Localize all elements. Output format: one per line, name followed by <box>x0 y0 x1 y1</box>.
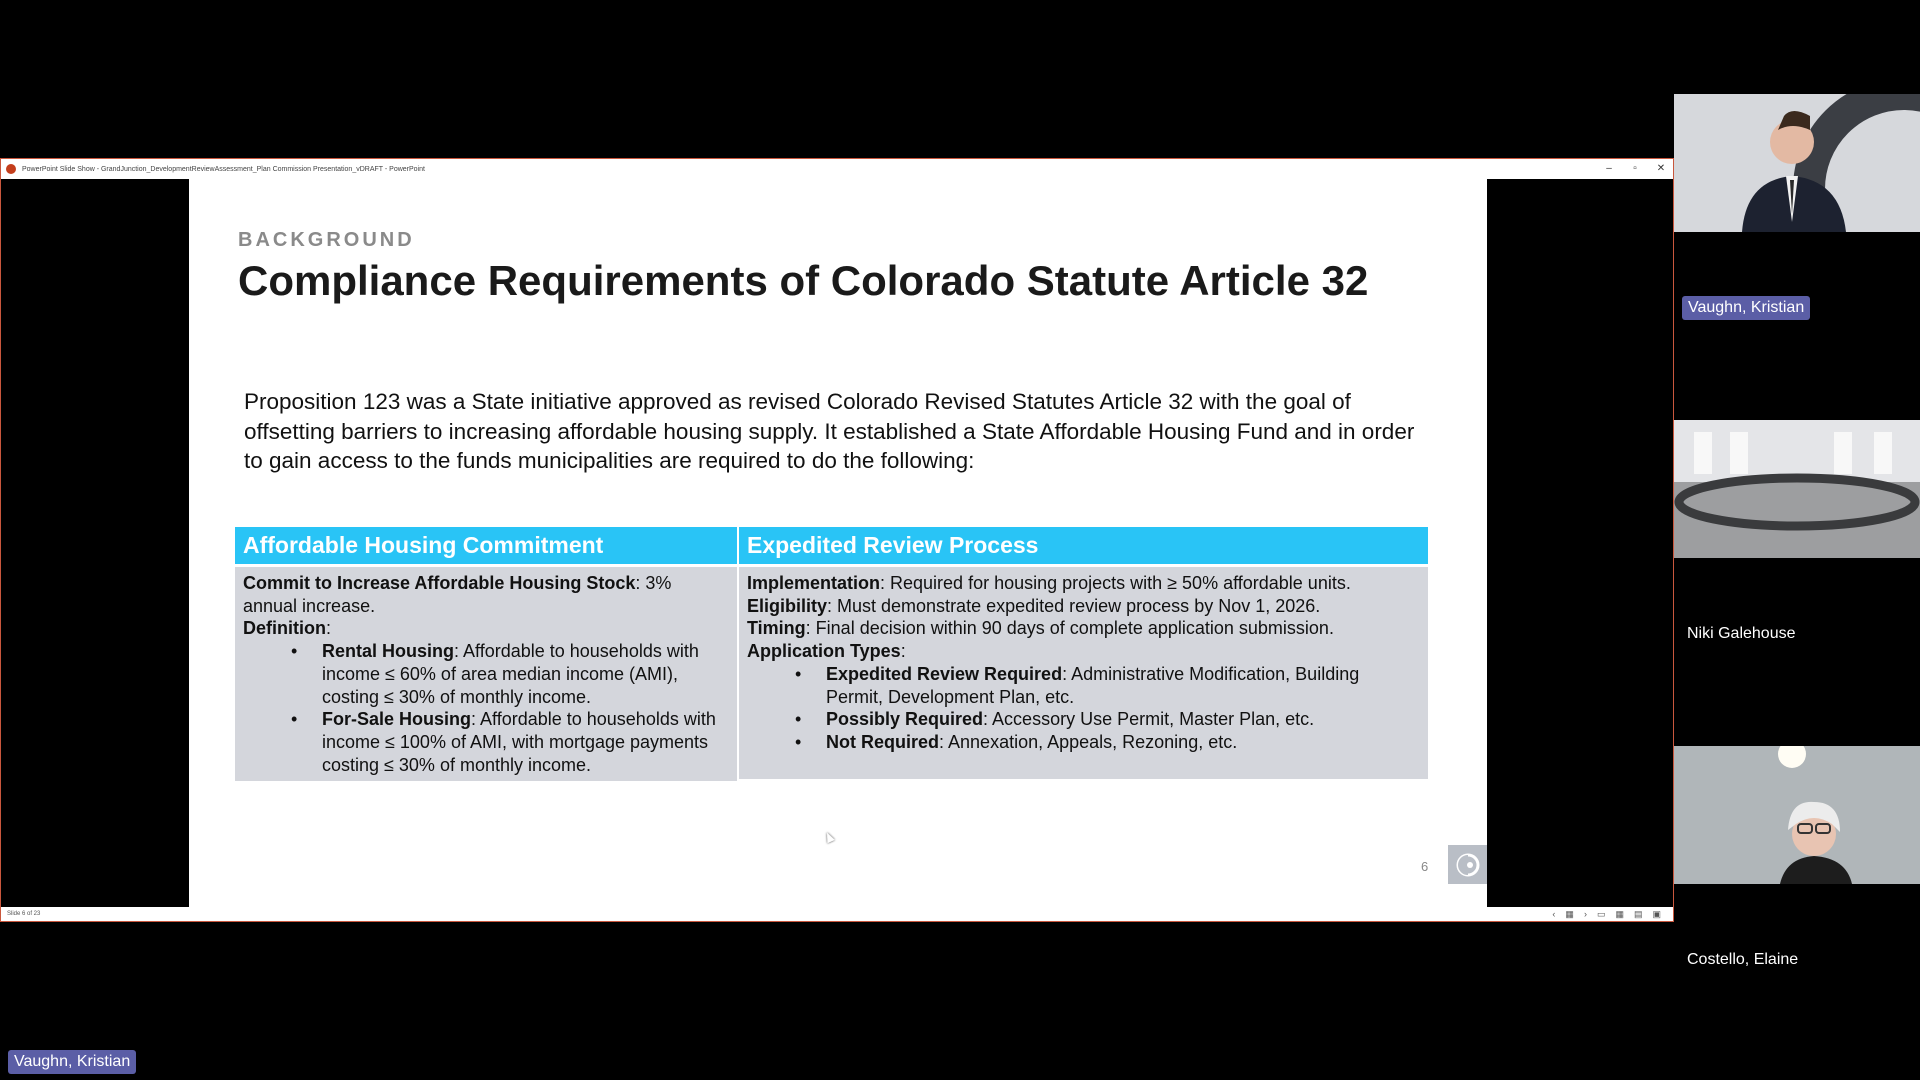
row-text: : Final decision within 90 days of complete application submission. <box>805 618 1334 639</box>
window-controls <box>1603 159 1667 179</box>
list-item <box>795 663 1420 708</box>
minimize-icon[interactable]: – <box>1606 163 1612 174</box>
slideshow-view-icon[interactable]: ▣ <box>1652 909 1661 919</box>
bullet-text: : Administrative Modification, Building Permit, Development Plan, etc. <box>826 663 1360 707</box>
slide-sorter-icon[interactable]: ▦ <box>1615 909 1624 919</box>
video-tile-3[interactable] <box>1674 746 1920 884</box>
presentation-statusbar <box>1 907 1673 921</box>
expedited-review-header: Expedited Review Process <box>739 527 1428 564</box>
logo-swirl-icon <box>1455 852 1481 878</box>
application-types-label: Application Types <box>747 641 901 662</box>
eligibility-row <box>747 595 1420 618</box>
definition-row <box>243 617 729 640</box>
list-item <box>291 640 729 708</box>
row-label: Implementation <box>747 573 881 593</box>
commit-row <box>243 572 729 617</box>
row-label: Timing <box>747 618 806 639</box>
list-item <box>291 708 729 776</box>
row-text: : Required for housing projects with ≥ 50% affordable units. <box>880 573 1351 593</box>
application-types-colon: : <box>900 641 906 662</box>
bullet-text: : Affordable to households with income ≤ 100% of AMI, with mortgage payments costing ≤ 30% of monthly income. <box>322 709 716 775</box>
list-item <box>795 708 1420 731</box>
definition-label: Definition <box>243 618 326 639</box>
previous-slide-icon[interactable]: ‹ <box>1552 909 1556 919</box>
bullet-label: Expedited Review Required <box>826 663 1063 684</box>
next-slide-icon[interactable]: › <box>1583 909 1587 919</box>
video-tile-2[interactable] <box>1674 420 1920 558</box>
restore-icon[interactable]: ▫ <box>1633 163 1637 174</box>
close-icon[interactable]: ✕ <box>1656 163 1666 174</box>
definition-list <box>291 640 729 776</box>
bullet-label: Possibly Required <box>826 709 984 730</box>
logo-icon <box>1448 845 1487 884</box>
bullet-text: : Accessory Use Permit, Master Plan, etc. <box>983 709 1315 730</box>
affordable-housing-body <box>235 567 737 781</box>
requirements-table <box>235 527 1428 779</box>
application-types-list <box>795 663 1420 754</box>
implementation-row <box>747 572 1420 595</box>
slide-menu-icon[interactable]: ▦ <box>1565 909 1574 919</box>
affordable-housing-column <box>235 527 737 779</box>
normal-view-icon[interactable]: ▭ <box>1596 909 1606 919</box>
participant-name-3: Costello, Elaine <box>1687 951 1799 968</box>
slide-kicker: BACKGROUND <box>238 229 415 251</box>
bullet-text: : Annexation, Appeals, Rezoning, etc. <box>939 731 1238 752</box>
slide-count: Slide 6 of 23 <box>7 911 41 917</box>
row-label: Eligibility <box>747 595 828 616</box>
expedited-review-column <box>737 527 1428 779</box>
row-text: : Must demonstrate expedited review process by Nov 1, 2026. <box>827 595 1321 616</box>
bullet-label: Not Required <box>826 731 940 752</box>
participant-video-icon <box>1674 746 1920 884</box>
affordable-housing-header: Affordable Housing Commitment <box>235 527 737 564</box>
application-types-row <box>747 640 1420 663</box>
reading-view-icon[interactable]: ▤ <box>1633 909 1643 919</box>
bullet-text: : Affordable to households with income ≤ 60% of area median income (AMI), costing ≤ 30% of monthly income. <box>322 641 699 707</box>
slide-intro-paragraph: Proposition 123 was a State initiative approved as revised Colorado Revised Statutes Article 32 with the goal of offsetting barriers to increasing affordable housing supply. It established a State Affordable Housing Fund and in order to gain access to the funds municipalities are required to do the following: <box>244 389 1415 473</box>
slideshow-controls <box>1552 907 1661 921</box>
bullet-label: For-Sale Housing <box>322 709 472 730</box>
participant-video-icon <box>1674 94 1920 232</box>
participant-name-tag-1: Vaughn, Kristian <box>1682 296 1810 320</box>
list-item <box>795 731 1420 754</box>
shared-presentation-window <box>0 158 1674 922</box>
presentation-titlebar <box>1 159 1673 179</box>
commit-text: : 3% annual increase. <box>243 573 672 616</box>
participant-video-icon <box>1674 420 1920 558</box>
bullet-label: Rental Housing <box>322 641 455 662</box>
timing-row <box>747 617 1420 640</box>
active-speaker-name-tag: Vaughn, Kristian <box>8 1050 136 1074</box>
participant-name-2: Niki Galehouse <box>1687 625 1796 642</box>
definition-colon: : <box>326 618 332 639</box>
slide <box>189 179 1487 909</box>
commit-label: Commit to Increase Affordable Housing Stock <box>243 573 636 593</box>
slide-page-number: 6 <box>1421 859 1429 874</box>
presentation-window-title: PowerPoint Slide Show - GrandJunction_DevelopmentReviewAssessment_Plan Commission Presentation_vDRAFT - PowerPoint <box>22 165 425 173</box>
powerpoint-icon <box>6 164 16 174</box>
video-tile-1[interactable] <box>1674 94 1920 232</box>
slide-title: Compliance Requirements of Colorado Statute Article 32 <box>238 257 1369 304</box>
expedited-review-body <box>739 567 1428 779</box>
